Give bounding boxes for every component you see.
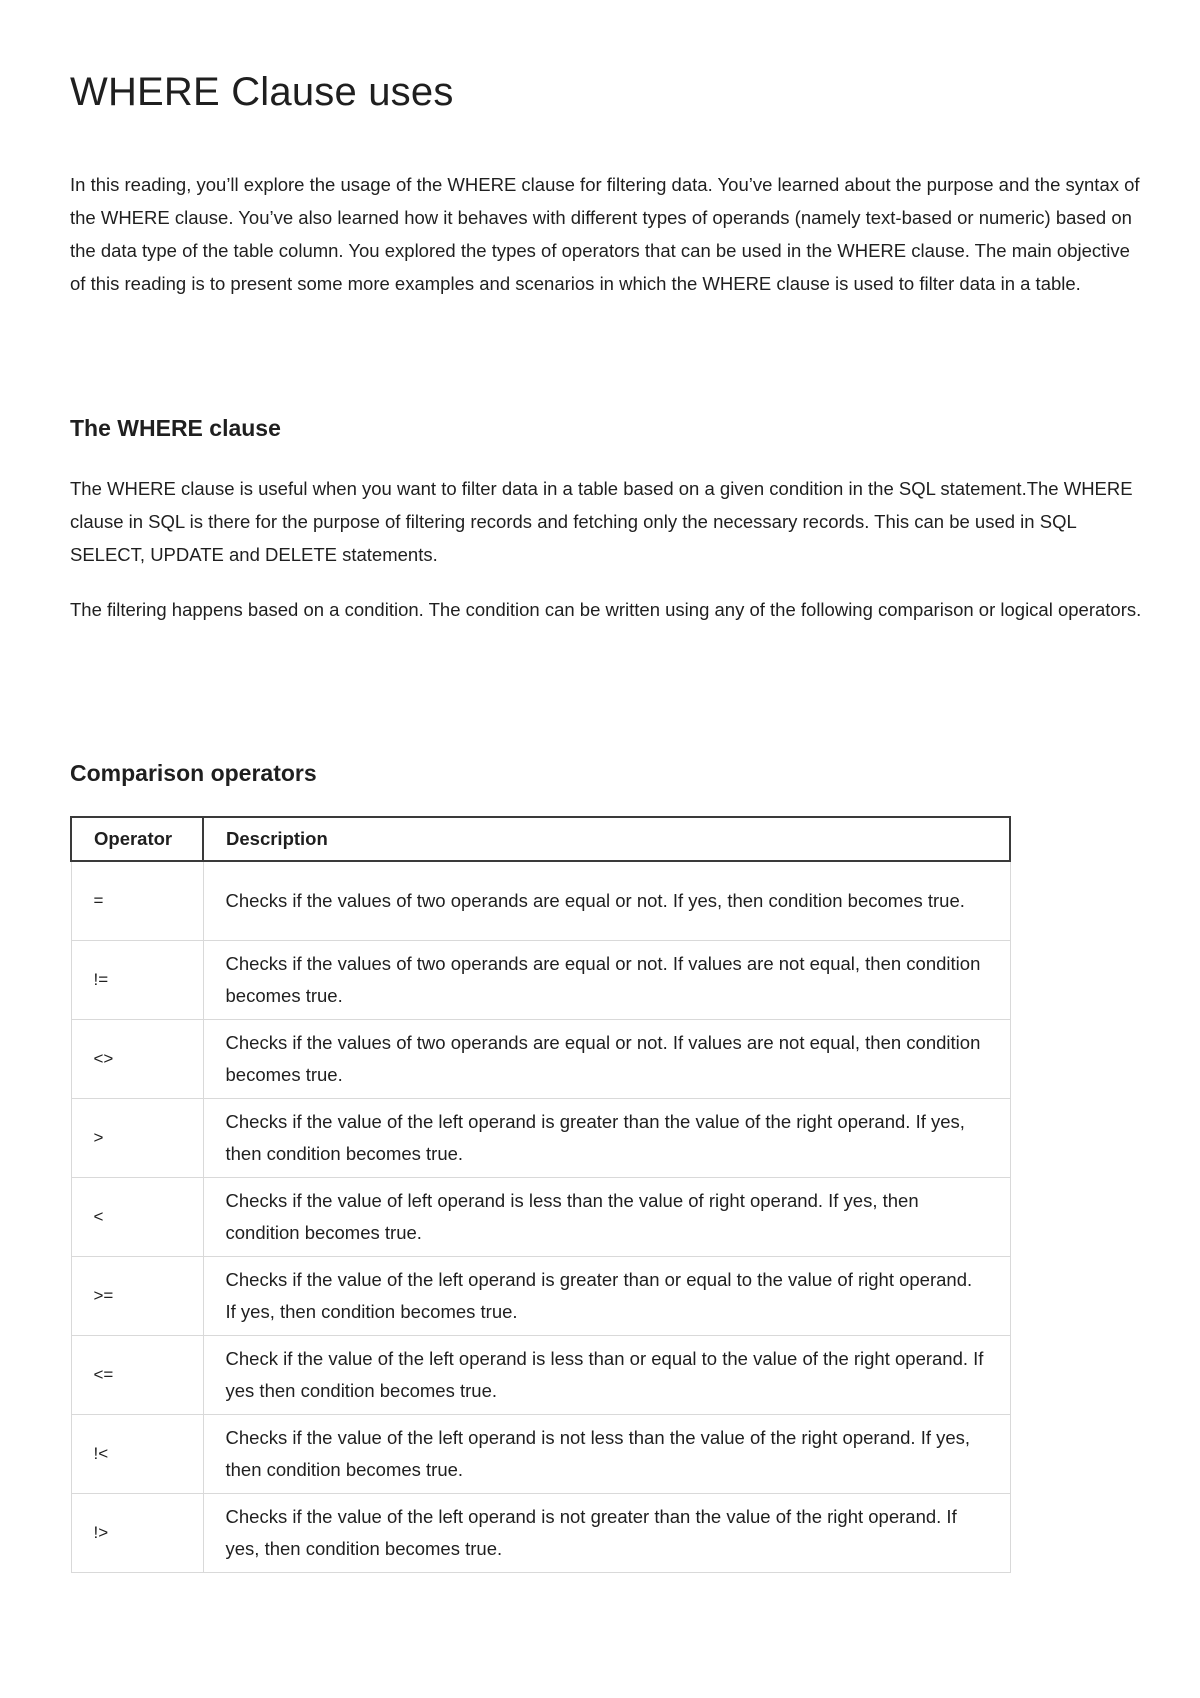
description-cell: Checks if the value of the left operand is greater than or equal to the value of right operand. If yes, then condition becomes true. — [203, 1257, 1010, 1336]
table-row — [71, 861, 1010, 941]
operator-cell: = — [71, 861, 203, 941]
table-row — [71, 1494, 1010, 1573]
operator-cell: != — [71, 941, 203, 1020]
description-cell: Checks if the values of two operands are equal or not. If values are not equal, then condition becomes true. — [203, 941, 1010, 1020]
description-cell: Checks if the values of two operands are equal or not. If yes, then condition becomes true. — [203, 861, 1010, 941]
description-cell: Check if the value of the left operand is less than or equal to the value of the right operand. If yes then condition becomes true. — [203, 1336, 1010, 1415]
description-cell: Checks if the value of the left operand is greater than the value of the right operand. If yes, then condition becomes true. — [203, 1099, 1010, 1178]
column-header-operator: Operator — [71, 817, 203, 861]
operator-cell: >= — [71, 1257, 203, 1336]
table-row — [71, 1336, 1010, 1415]
table-row — [71, 1020, 1010, 1099]
operator-cell: <= — [71, 1336, 203, 1415]
table-header-row — [71, 817, 1010, 861]
where-clause-heading: The WHERE clause — [70, 415, 281, 441]
operator-cell: > — [71, 1099, 203, 1178]
description-cell: Checks if the value of left operand is less than the value of right operand. If yes, then condition becomes true. — [203, 1178, 1010, 1257]
description-cell: Checks if the value of the left operand is not greater than the value of the right operand. If yes, then condition becomes true. — [203, 1494, 1010, 1573]
comparison-operators-heading: Comparison operators — [70, 760, 317, 786]
table-row — [71, 1099, 1010, 1178]
table-row — [71, 941, 1010, 1020]
page-title: WHERE Clause uses — [70, 70, 454, 114]
where-clause-paragraph-2: The filtering happens based on a condition. The condition can be written using any of the following comparison or logical operators. — [70, 599, 1142, 620]
column-header-description: Description — [203, 817, 1010, 861]
intro-paragraph: In this reading, you’ll explore the usage of the WHERE clause for filtering data. You’ve learned about the purpose and the syntax of the WHERE clause. You’ve also learned how it behaves with different types of operands (namely text-based or numeric) based on the data type of the table column. You explored the types of operators that can be used in the WHERE clause. The main objective of this reading is to present some more examples and scenarios in which the WHERE clause is used to filter data in a table. — [70, 174, 1140, 294]
where-clause-paragraph-1: The WHERE clause is useful when you want to filter data in a table based on a given condition in the SQL statement.The WHERE clause in SQL is there for the purpose of filtering records and fetching only the necessary records. This can be used in SQL SELECT, UPDATE and DELETE statements. — [70, 478, 1133, 565]
operator-cell: !> — [71, 1494, 203, 1573]
operator-cell: < — [71, 1178, 203, 1257]
description-cell: Checks if the value of the left operand is not less than the value of the right operand. If yes, then condition becomes true. — [203, 1415, 1010, 1494]
operator-cell: <> — [71, 1020, 203, 1099]
operator-cell: !< — [71, 1415, 203, 1494]
comparison-operators-table — [70, 816, 1011, 1573]
description-cell: Checks if the values of two operands are equal or not. If values are not equal, then condition becomes true. — [203, 1020, 1010, 1099]
table-row — [71, 1415, 1010, 1494]
table-row — [71, 1257, 1010, 1336]
table-row — [71, 1178, 1010, 1257]
